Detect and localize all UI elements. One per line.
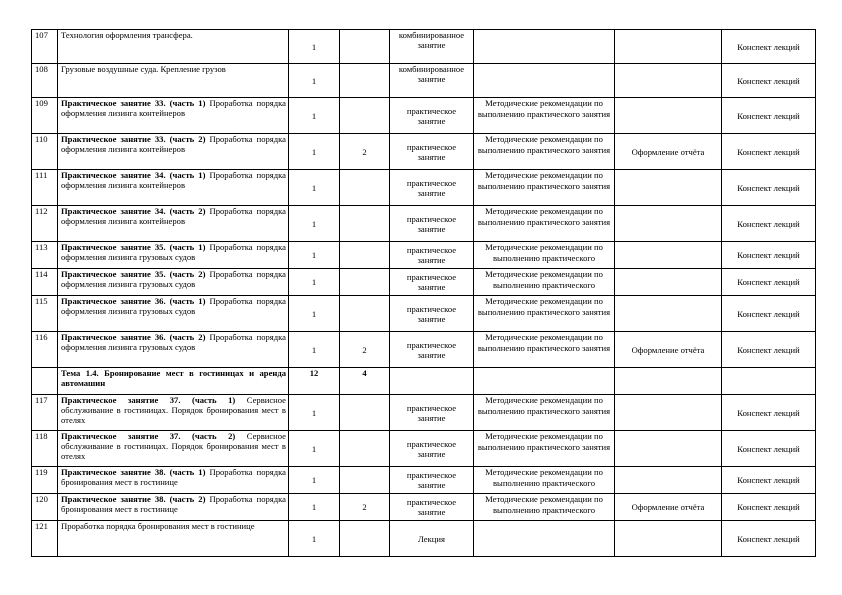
method-cell: [474, 296, 615, 332]
lesson-form: комбинированное занятие: [398, 30, 465, 50]
row-number-cell: [32, 431, 58, 467]
lesson-form: практическое занятие: [406, 470, 457, 490]
lesson-title-bold: Практическое занятие 36. (часть 2): [61, 332, 206, 342]
literature-text: Конспект лекций: [737, 110, 800, 121]
lesson-title-text: Грузовые воздушные суда. Крепление грузов: [61, 64, 226, 74]
self-study-cell: [340, 395, 390, 431]
row-number: 116: [35, 332, 48, 342]
table-row: [32, 242, 816, 269]
hours-cell: [289, 368, 340, 395]
row-number: 119: [35, 467, 48, 477]
schedule-table: [31, 29, 816, 557]
lesson-form-cell: [390, 296, 474, 332]
method-text: Методические рекомендации по выполнению практического занятия: [477, 206, 611, 227]
lesson-form-cell: [390, 134, 474, 170]
row-number: 109: [35, 98, 48, 108]
literature-cell: [722, 467, 816, 494]
lesson-form-cell: [390, 64, 474, 98]
method-cell: [474, 395, 615, 431]
table-row: [32, 494, 816, 521]
method-text: Методические рекомендации по выполнению практического: [485, 467, 603, 488]
hours-cell: [289, 242, 340, 269]
schedule-table-body: [32, 30, 816, 557]
table-row: [32, 98, 816, 134]
lesson-form: практическое занятие: [406, 105, 457, 126]
row-number-cell: [32, 206, 58, 242]
row-number-cell: [32, 494, 58, 521]
task-text: Оформление отчёта: [631, 146, 705, 157]
row-number: 108: [35, 64, 48, 74]
literature-text: Конспект лекций: [737, 533, 800, 544]
self-study-cell: [340, 332, 390, 368]
row-number: 110: [35, 134, 48, 144]
lesson-title-bold: Практическое занятие 33. (часть 2): [61, 134, 206, 144]
task-cell: [615, 269, 722, 296]
lesson-form-cell: [390, 494, 474, 521]
row-number: 111: [35, 170, 48, 180]
table-row: [32, 64, 816, 98]
table-row: [32, 332, 816, 368]
task-cell: [615, 332, 722, 368]
lesson-form-cell: [390, 269, 474, 296]
lesson-form-cell: [390, 467, 474, 494]
literature-cell: [722, 206, 816, 242]
lesson-form: практическое занятие: [406, 303, 457, 324]
method-cell: [474, 170, 615, 206]
lesson-form: практическое занятие: [406, 245, 457, 265]
literature-text: Конспект лекций: [737, 75, 800, 86]
self-study-cell: [340, 368, 390, 395]
lesson-title-text: Проработка порядка оформления лизинга грузовых судов: [61, 242, 286, 262]
task-cell: [615, 242, 722, 269]
lesson-title-bold: Практическое занятие 37. (часть 2): [61, 431, 236, 441]
lesson-title-text: Проработка порядка бронирования мест в гостинице: [61, 467, 286, 487]
table-row: [32, 30, 816, 64]
lesson-title-bold: Практическое занятие 34. (часть 2): [61, 206, 206, 216]
hours-value: 1: [311, 502, 317, 512]
self-study-cell: [340, 134, 390, 170]
row-number: 121: [35, 521, 48, 531]
lesson-title-text: Проработка порядка оформления лизинга контейнеров: [61, 206, 286, 226]
literature-text: Конспект лекций: [737, 277, 800, 287]
table-row: [32, 170, 816, 206]
lesson-title-cell: [58, 296, 289, 332]
self-study-cell: [340, 170, 390, 206]
lesson-form: Лекция: [418, 533, 445, 544]
hours-cell: [289, 296, 340, 332]
method-cell: [474, 242, 615, 269]
row-number-cell: [32, 395, 58, 431]
lesson-title-text: Проработка порядка оформления лизинга грузовых судов: [61, 296, 286, 316]
lesson-title-bold: Практическое занятие 38. (часть 1): [61, 467, 206, 477]
row-number: 107: [35, 30, 48, 40]
lesson-title-cell: [58, 242, 289, 269]
hours-cell: [289, 521, 340, 557]
lesson-title-cell: [58, 64, 289, 98]
table-row: [32, 521, 816, 557]
task-cell: [615, 64, 722, 98]
literature-text: Конспект лекций: [737, 218, 800, 229]
lesson-form-cell: [390, 170, 474, 206]
table-row: [32, 269, 816, 296]
task-cell: [615, 170, 722, 206]
self-study-value: 2: [362, 146, 367, 157]
lesson-title-bold: Практическое занятие 37. (часть 1): [61, 395, 236, 405]
method-text: Методические рекомендации по выполнению практического занятия: [477, 332, 611, 353]
row-number: 120: [35, 494, 48, 504]
method-cell: [474, 98, 615, 134]
lesson-title-cell: [58, 395, 289, 431]
literature-cell: [722, 242, 816, 269]
table-row: [32, 431, 816, 467]
lesson-form: практическое занятие: [406, 402, 457, 423]
method-cell: [474, 64, 615, 98]
lesson-form-cell: [390, 332, 474, 368]
hours-cell: [289, 431, 340, 467]
row-number-cell: [32, 30, 58, 64]
row-number: 112: [35, 206, 48, 216]
task-cell: [615, 521, 722, 557]
self-study-cell: [340, 431, 390, 467]
method-text: Методические рекомендации по выполнению практического занятия: [477, 395, 611, 416]
table-row: [32, 134, 816, 170]
lesson-title-bold: Практическое занятие 35. (часть 1): [61, 242, 206, 252]
hours-value: 1: [311, 308, 317, 319]
lesson-title-bold: Практическое занятие 34. (часть 1): [61, 170, 206, 180]
method-text: Методические рекомендации по выполнению практического занятия: [477, 98, 611, 119]
hours-cell: [289, 467, 340, 494]
lesson-title-bold: Тема 1.4. Бронирование мест в гостиницах и аренда автомашин: [61, 368, 286, 388]
literature-cell: [722, 64, 816, 98]
task-cell: [615, 368, 722, 395]
hours-value: 1: [311, 475, 317, 485]
method-cell: [474, 134, 615, 170]
theme-row: [32, 368, 816, 395]
method-cell: [474, 521, 615, 557]
lesson-title-cell: [58, 332, 289, 368]
lesson-form-cell: [390, 431, 474, 467]
lesson-form: практическое занятие: [406, 177, 457, 198]
lesson-title-cell: [58, 467, 289, 494]
self-study-cell: [340, 296, 390, 332]
method-text: Методические рекомендации по выполнению практического: [485, 242, 603, 263]
lesson-title-cell: [58, 134, 289, 170]
literature-cell: [722, 98, 816, 134]
row-number-cell: [32, 269, 58, 296]
hours-value: 1: [311, 277, 317, 287]
method-text: Методические рекомендации по выполнению практического занятия: [477, 170, 611, 191]
method-cell: [474, 30, 615, 64]
hours-value: 1: [311, 182, 317, 193]
lesson-title-cell: [58, 521, 289, 557]
literature-text: Конспект лекций: [737, 344, 800, 355]
method-text: Методические рекомендации по выполнению практического занятия: [477, 134, 611, 155]
lesson-title-bold: Практическое занятие 35. (часть 2): [61, 269, 206, 279]
lesson-form: практическое занятие: [406, 339, 457, 360]
self-study-cell: [340, 242, 390, 269]
task-cell: [615, 30, 722, 64]
literature-cell: [722, 368, 816, 395]
lesson-title-text: Проработка порядка оформления лизинга контейнеров: [61, 98, 286, 118]
lesson-title-cell: [58, 269, 289, 296]
hours-cell: [289, 494, 340, 521]
hours-value: 1: [311, 407, 317, 418]
lesson-title-text: Проработка порядка бронирования мест в гостинице: [61, 494, 286, 514]
self-study-cell: [340, 494, 390, 521]
hours-value: 1: [311, 218, 317, 229]
hours-cell: [289, 64, 340, 98]
literature-cell: [722, 30, 816, 64]
lesson-form-cell: [390, 521, 474, 557]
row-number: 117: [35, 395, 48, 405]
literature-cell: [722, 296, 816, 332]
self-study-cell: [340, 269, 390, 296]
lesson-title-text: Проработка порядка оформления лизинга контейнеров: [61, 170, 286, 190]
hours-value: 1: [311, 146, 317, 157]
method-cell: [474, 494, 615, 521]
method-text: Методические рекомендации по выполнению практического: [485, 269, 603, 290]
task-cell: [615, 206, 722, 242]
literature-cell: [722, 494, 816, 521]
lesson-form: практическое занятие: [406, 141, 457, 162]
hours-value: 12: [309, 368, 319, 378]
lesson-title-text: Технология оформления трансфера.: [61, 30, 193, 40]
lesson-title-cell: [58, 30, 289, 64]
hours-cell: [289, 206, 340, 242]
self-study-value: 2: [362, 344, 367, 355]
hours-cell: [289, 98, 340, 134]
self-study-cell: [340, 98, 390, 134]
hours-value: 1: [311, 533, 317, 544]
literature-cell: [722, 431, 816, 467]
method-text: Методические рекомендации по выполнению практического занятия: [477, 431, 611, 452]
hours-value: 1: [311, 443, 317, 454]
row-number: 118: [35, 431, 48, 441]
method-text: Методические рекомендации по выполнению практического занятия: [477, 296, 611, 317]
method-cell: [474, 269, 615, 296]
lesson-form-cell: [390, 368, 474, 395]
literature-text: Конспект лекций: [737, 308, 800, 319]
literature-cell: [722, 395, 816, 431]
literature-text: Конспект лекций: [737, 41, 800, 52]
self-study-cell: [340, 521, 390, 557]
method-cell: [474, 332, 615, 368]
lesson-form-cell: [390, 395, 474, 431]
hours-cell: [289, 134, 340, 170]
table-row: [32, 467, 816, 494]
lesson-title-cell: [58, 431, 289, 467]
lesson-form-cell: [390, 206, 474, 242]
method-cell: [474, 467, 615, 494]
literature-text: Конспект лекций: [737, 475, 800, 485]
lesson-title-text: Проработка порядка оформления лизинга контейнеров: [61, 134, 286, 154]
lesson-title-cell: [58, 206, 289, 242]
method-cell: [474, 431, 615, 467]
hours-cell: [289, 269, 340, 296]
self-study-cell: [340, 467, 390, 494]
literature-cell: [722, 170, 816, 206]
hours-value: 1: [311, 344, 317, 355]
method-cell: [474, 368, 615, 395]
hours-cell: [289, 332, 340, 368]
row-number-cell: [32, 170, 58, 206]
self-study-cell: [340, 64, 390, 98]
literature-cell: [722, 134, 816, 170]
lesson-form: практическое занятие: [406, 497, 457, 517]
task-cell: [615, 134, 722, 170]
self-study-value: 4: [362, 368, 367, 378]
row-number-cell: [32, 368, 58, 395]
self-study-cell: [340, 206, 390, 242]
row-number: 114: [35, 269, 48, 279]
hours-cell: [289, 395, 340, 431]
row-number-cell: [32, 98, 58, 134]
hours-value: 1: [311, 110, 317, 121]
lesson-form: комбинированное занятие: [398, 64, 465, 84]
lesson-form: практическое занятие: [406, 213, 457, 234]
row-number-cell: [32, 242, 58, 269]
row-number: 113: [35, 242, 48, 252]
lesson-title-text: Проработка порядка оформления лизинга грузовых судов: [61, 269, 286, 289]
task-cell: [615, 98, 722, 134]
literature-cell: [722, 521, 816, 557]
hours-value: 1: [311, 75, 317, 86]
lesson-title-bold: Практическое занятие 33. (часть 1): [61, 98, 206, 108]
row-number-cell: [32, 296, 58, 332]
hours-cell: [289, 170, 340, 206]
lesson-title-text: Проработка порядка оформления лизинга грузовых судов: [61, 332, 286, 352]
table-row: [32, 206, 816, 242]
task-text: Оформление отчёта: [631, 502, 705, 512]
lesson-title-text: Проработка порядка бронирования мест в гостинице: [61, 521, 255, 531]
lesson-form-cell: [390, 30, 474, 64]
table-row: [32, 395, 816, 431]
row-number: 115: [35, 296, 48, 306]
literature-cell: [722, 269, 816, 296]
self-study-value: 2: [362, 502, 367, 512]
task-text: Оформление отчёта: [631, 344, 705, 355]
lesson-form-cell: [390, 242, 474, 269]
lesson-title-cell: [58, 368, 289, 395]
hours-value: 1: [311, 250, 317, 260]
lesson-form-cell: [390, 98, 474, 134]
self-study-cell: [340, 30, 390, 64]
lesson-form: практическое занятие: [406, 272, 457, 292]
hours-cell: [289, 30, 340, 64]
lesson-title-bold: Практическое занятие 36. (часть 1): [61, 296, 206, 306]
task-cell: [615, 431, 722, 467]
lesson-title-text: Сервисное обслуживание в гостиницах. Порядок бронирования мест в отелях: [61, 395, 286, 425]
task-cell: [615, 395, 722, 431]
row-number-cell: [32, 332, 58, 368]
literature-text: Конспект лекций: [737, 443, 800, 454]
lesson-title-text: Сервисное обслуживание в гостиницах. Порядок бронирования мест в отелях: [61, 431, 286, 461]
lesson-title-cell: [58, 170, 289, 206]
literature-text: Конспект лекций: [737, 182, 800, 193]
lesson-title-cell: [58, 98, 289, 134]
row-number-cell: [32, 467, 58, 494]
method-text: Методические рекомендации по выполнению практического: [485, 494, 603, 515]
hours-value: 1: [311, 41, 317, 52]
row-number-cell: [32, 521, 58, 557]
literature-text: Конспект лекций: [737, 502, 800, 512]
lesson-title-cell: [58, 494, 289, 521]
row-number-cell: [32, 64, 58, 98]
literature-text: Конспект лекций: [737, 407, 800, 418]
lesson-title-bold: Практическое занятие 38. (часть 2): [61, 494, 206, 504]
method-cell: [474, 206, 615, 242]
task-cell: [615, 467, 722, 494]
row-number-cell: [32, 134, 58, 170]
literature-text: Конспект лекций: [737, 146, 800, 157]
lesson-form: практическое занятие: [406, 438, 457, 459]
table-row: [32, 296, 816, 332]
task-cell: [615, 494, 722, 521]
literature-text: Конспект лекций: [737, 250, 800, 260]
task-cell: [615, 296, 722, 332]
literature-cell: [722, 332, 816, 368]
